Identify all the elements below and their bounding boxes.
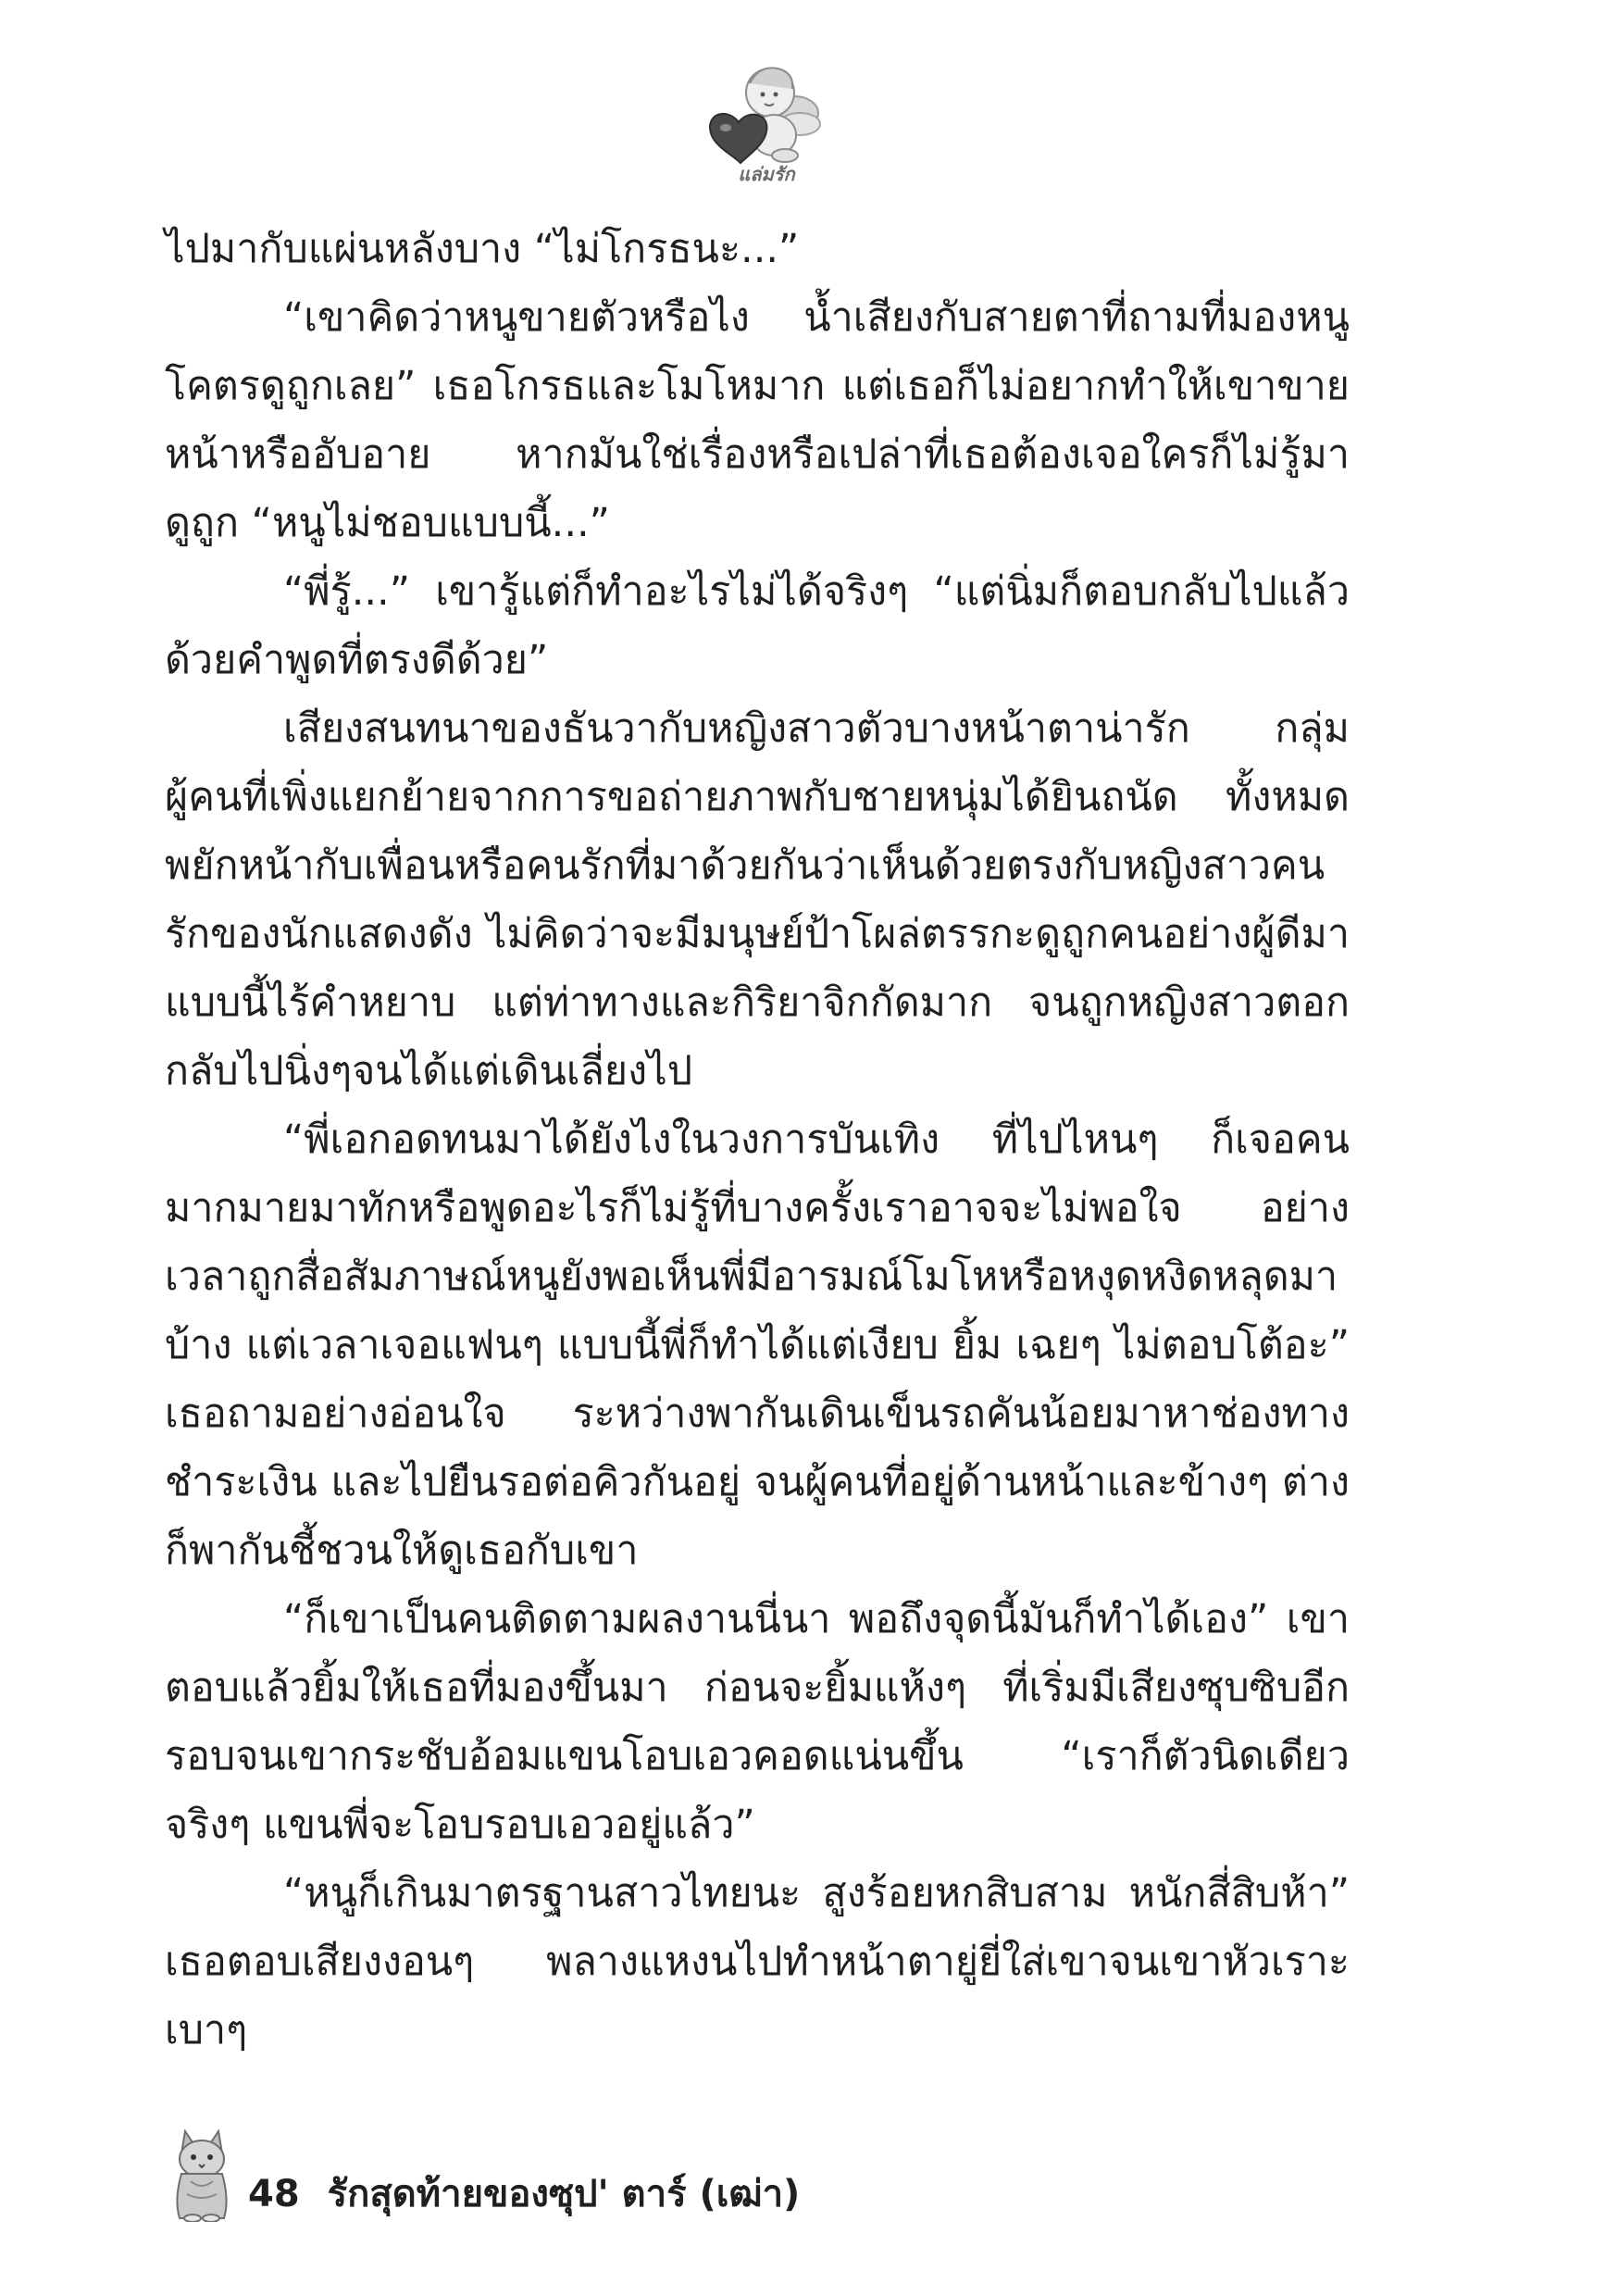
publisher-logo [685,56,842,194]
paragraph: ไปมากับแผ่นหลังบาง “ไม่โกรธนะ...” [165,226,800,272]
paragraph: เสียงสนทนาของธันวากับหญิงสาวตัวบางหน้าตาน่ารัก กลุ่มผู้คนที่เพิ่งแยกย้ายจากการขอถ่ายภาพกับชายหนุ่มได้ยินถนัด ทั้งหมดพยักหน้ากับเพื่อนหรือคนรักที่มาด้วยกันว่าเห็นด้วยตรงกับหญิงสาวคนรักของนักแสดงดัง ไม่คิดว่าจะมีมนุษย์ป้าโผล่ตรรกะดูถูกคนอย่างผู้ดีมาแบบนี้ไร้คำหยาบ แต่ท่าทางและกิริยาจิกกัดมาก จนถูกหญิงสาวตอกกลับไปนิ่งๆจนได้แต่เดินเลี่ยงไป [165,705,1350,1094]
logo-text: แล่มรัก [738,163,795,185]
paragraph: “พี่เอกอดทนมาได้ยังไงในวงการบันเทิง ที่ไปไหนๆ ก็เจอคนมากมายมาทักหรือพูดอะไรก็ไม่รู้ที่บางครั้งเราอาจจะไม่พอใจ อย่างเวลาถูกสื่อสัมภาษณ์หนูยังพอเห็นพี่มีอารมณ์โมโหหรือหงุดหงิดหลุดมาบ้าง แต่เวลาเจอแฟนๆ แบบนี้พี่ก็ทำได้แต่เงียบ ยิ้ม เฉยๆ ไม่ตอบโต้อะ” เธอถามอย่างอ่อนใจ ระหว่างพากันเดินเข็นรถคันน้อยมาหาช่องทางชำระเงิน และไปยืนรอต่อคิวกันอยู่ จนผู้คนที่อยู่ด้านหน้าและข้างๆ ต่างก็พากันชี้ชวนให้ดูเธอกับเขา [165,1117,1350,1574]
page-footer [165,2120,800,2222]
body-text [165,215,1350,2065]
page-number: 48 [248,2173,300,2215]
paragraph: “เขาคิดว่าหนูขายตัวหรือไง น้ำเสียงกับสายตาที่ถามที่มองหนูโคตรดูถูกเลย” เธอโกรธและโมโหมาก แต่เธอก็ไม่อยากทำให้เขาขายหน้าหรืออับอาย หากมันใช่เรื่องหรือเปล่าที่เธอต้องเจอใครก็ไม่รู้มาดูถูก “หนูไม่ชอบแบบนี้...” [165,294,1350,546]
kitten-icon [165,2126,239,2222]
book-title: รักสุดท้ายของซุป' ตาร์ (เฒ่า) [327,2173,801,2215]
paragraph: “หนูก็เกินมาตรฐานสาวไทยนะ สูงร้อยหกสิบสาม หนักสี่สิบห้า” เธอตอบเสียงงอนๆ พลางแหงนไปทำหน้าตายู่ยี่ใส่เขาจนเขาหัวเราะเบาๆ [165,1870,1350,2053]
paragraph: “ก็เขาเป็นคนติดตามผลงานนี่นา พอถึงจุดนี้มันก็ทำได้เอง” เขาตอบแล้วยิ้มให้เธอที่มองขึ้นมา ก่อนจะยิ้มแห้งๆ ที่เริ่มมีเสียงซุบซิบอีกรอบจนเขากระชับอ้อมแขนโอบเอวคอดแน่นขึ้น “เราก็ตัวนิดเดียวจริงๆ แขนพี่จะโอบรอบเอวอยู่แล้ว” [165,1596,1350,1848]
paragraph: “พี่รู้...” เขารู้แต่ก็ทำอะไรไม่ได้จริงๆ “แต่นิ่มก็ตอบกลับไปแล้ว ด้วยคำพูดที่ตรงดีด้วย” [165,568,1350,683]
